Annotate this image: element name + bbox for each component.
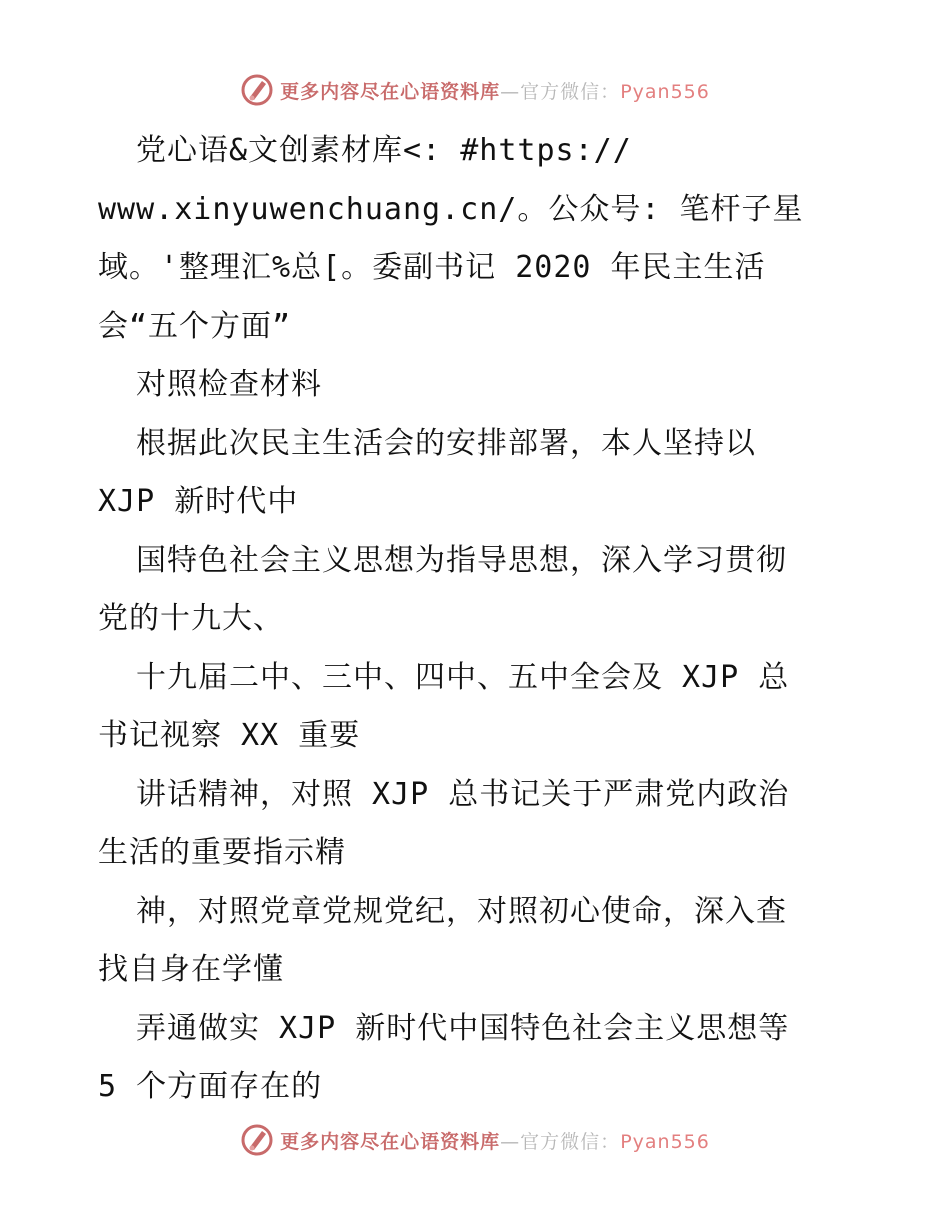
document-line: 弄通做实 XJP 新时代中国特色社会主义思想等 bbox=[136, 1010, 790, 1046]
document-body bbox=[98, 122, 878, 1117]
document-line: 对照检查材料 bbox=[136, 367, 322, 402]
document-line: 书记视察 XX 重要 bbox=[98, 718, 361, 753]
watermark-brand: 更多内容尽在心语资料库 bbox=[280, 1130, 501, 1153]
watermark-wechat-label: 官方微信： bbox=[520, 1130, 621, 1153]
document-line: 十九届二中、三中、四中、五中全会及 XJP 总 bbox=[136, 659, 790, 695]
document-line: 域。'整理汇%总[。委副书记 2020 年民主生活 bbox=[98, 250, 766, 285]
watermark-wechat-label: 官方微信： bbox=[520, 80, 621, 103]
document-line: 5 个方面存在的 bbox=[98, 1069, 323, 1104]
document-line: 根据此次民主生活会的安排部署，本人坚持以 bbox=[136, 425, 756, 461]
document-line: 找自身在学懂 bbox=[98, 952, 284, 987]
watermark-wechat-id: Pyan556 bbox=[620, 80, 710, 103]
header-watermark bbox=[0, 70, 950, 110]
document-line: 会“五个方面” bbox=[98, 308, 292, 344]
document-line: www.xinyuwenchuang.cn/。公众号: 笔杆子星 bbox=[98, 191, 804, 227]
watermark-separator: — bbox=[500, 80, 521, 103]
watermark-wechat-id: Pyan556 bbox=[620, 1130, 710, 1153]
watermark-separator: — bbox=[500, 1130, 521, 1153]
footer-watermark bbox=[0, 1120, 950, 1160]
document-line: 党心语&文创素材库<: #https:// bbox=[136, 133, 632, 168]
document-line: 生活的重要指示精 bbox=[98, 835, 346, 870]
pen-logo-icon bbox=[240, 1123, 274, 1157]
document-line: 党的十九大、 bbox=[98, 601, 284, 636]
document-line: 国特色社会主义思想为指导思想，深入学习贯彻 bbox=[136, 542, 787, 578]
pen-logo-icon bbox=[240, 73, 274, 107]
document-line: 讲话精神，对照 XJP 总书记关于严肃党内政治 bbox=[136, 776, 790, 812]
document-line: 神，对照党章党规党纪，对照初心使命，深入查 bbox=[136, 893, 787, 929]
document-line: XJP 新时代中 bbox=[98, 484, 299, 519]
watermark-text bbox=[280, 1127, 710, 1154]
watermark-brand: 更多内容尽在心语资料库 bbox=[280, 80, 501, 103]
watermark-text bbox=[280, 77, 710, 104]
